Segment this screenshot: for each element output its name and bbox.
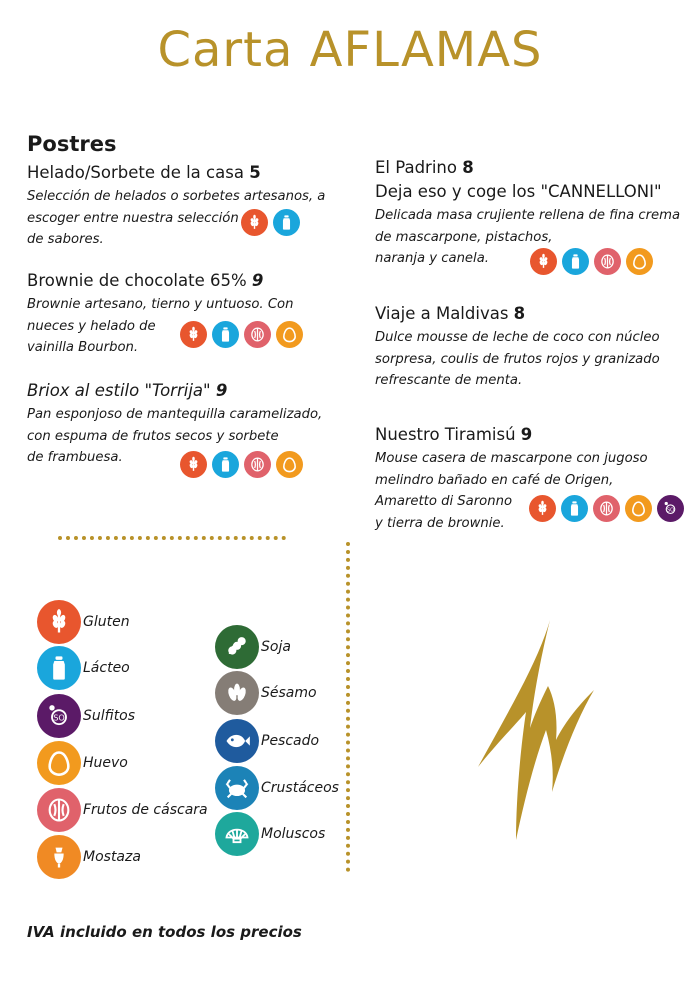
sesamo-icon bbox=[215, 671, 259, 715]
item-title bbox=[375, 424, 695, 446]
huevo-icon bbox=[625, 495, 652, 522]
tax-note: IVA incluido en todos los precios bbox=[27, 923, 302, 941]
legend-soja bbox=[215, 625, 291, 669]
gluten-icon bbox=[180, 321, 207, 348]
legend-moluscos bbox=[215, 812, 325, 856]
legend-huevo bbox=[37, 741, 128, 785]
item-title bbox=[27, 380, 357, 402]
item-title bbox=[27, 162, 347, 184]
legend-label: Frutos de cáscara bbox=[83, 802, 208, 818]
frutos-icon bbox=[594, 248, 621, 275]
item-description: Dulce mousse de leche de coco con núcleo sorpresa, coulis de frutos rojos y granizado refrescante de menta. bbox=[375, 330, 660, 388]
item-name: El Padrino bbox=[375, 158, 457, 177]
item-description: Pan esponjoso de mantequilla caramelizado, con espuma de frutos secos y sorbete de frambuesa. bbox=[27, 407, 323, 465]
frutos-icon bbox=[37, 788, 81, 832]
item-title bbox=[375, 303, 695, 325]
huevo-icon bbox=[626, 248, 653, 275]
item-description: Brownie artesano, tierno y untuoso. Con nueces y helado de vainilla Bourbon. bbox=[27, 297, 294, 355]
item-price: 8 bbox=[462, 158, 474, 177]
item-description: Selección de helados o sorbetes artesanos, a escoger entre nuestra selección de sabores. bbox=[27, 189, 326, 247]
mostaza-icon bbox=[37, 835, 81, 879]
legend-lacteo bbox=[37, 646, 130, 690]
legend-pescado bbox=[215, 719, 319, 763]
item-description: Mouse casera de mascarpone con jugoso melindro bañado en café de Origen, Amaretto di Saronno y tierra de brownie. bbox=[375, 451, 648, 531]
legend-label: Sésamo bbox=[261, 685, 317, 701]
moluscos-icon bbox=[215, 812, 259, 856]
frutos-icon bbox=[244, 451, 271, 478]
huevo-icon bbox=[276, 451, 303, 478]
soja-icon bbox=[215, 625, 259, 669]
menu-item bbox=[375, 303, 695, 392]
allergen-icons bbox=[180, 321, 303, 348]
legend-label: Mostaza bbox=[83, 849, 141, 865]
allergen-icons bbox=[529, 495, 684, 522]
legend-label: Sulfitos bbox=[83, 708, 136, 724]
allergen-icons bbox=[180, 451, 303, 478]
item-name: Briox al estilo "Torrija" bbox=[27, 381, 211, 400]
lacteo-icon bbox=[562, 248, 589, 275]
divider-vertical bbox=[346, 542, 350, 872]
legend-label: Soja bbox=[261, 639, 291, 655]
legend-label: Gluten bbox=[83, 614, 130, 630]
item-price: 9 bbox=[215, 381, 228, 400]
legend-crustaceos bbox=[215, 766, 339, 810]
gluten-icon bbox=[241, 209, 268, 236]
legend-label: Moluscos bbox=[261, 826, 326, 842]
pescado-icon bbox=[215, 719, 259, 763]
item-name: Helado/Sorbete de la casa bbox=[27, 163, 244, 182]
divider-horizontal bbox=[58, 536, 286, 540]
lacteo-icon bbox=[561, 495, 588, 522]
item-name: Viaje a Maldivas bbox=[375, 304, 509, 323]
huevo-icon bbox=[37, 741, 81, 785]
crustaceos-icon bbox=[215, 766, 259, 810]
item-price: 9 bbox=[251, 271, 264, 290]
legend-label: Lácteo bbox=[83, 660, 130, 676]
page-title: Carta AFLAMAS bbox=[157, 22, 543, 78]
legend-gluten bbox=[37, 600, 130, 644]
lacteo-icon bbox=[212, 321, 239, 348]
gluten-icon bbox=[529, 495, 556, 522]
frutos-icon bbox=[244, 321, 271, 348]
lacteo-icon bbox=[37, 646, 81, 690]
legend-mostaza bbox=[37, 835, 141, 879]
item-price: 5 bbox=[249, 163, 261, 182]
frutos-icon bbox=[593, 495, 620, 522]
item-title bbox=[27, 270, 347, 292]
gluten-icon bbox=[37, 600, 81, 644]
legend-label: Pescado bbox=[261, 733, 320, 749]
allergen-icons bbox=[241, 209, 300, 236]
gluten-icon bbox=[530, 248, 557, 275]
item-name: Nuestro Tiramisú bbox=[375, 425, 516, 444]
section-title: Postres bbox=[27, 132, 117, 156]
item-price: 8 bbox=[513, 304, 526, 323]
sulfitos-icon bbox=[657, 495, 684, 522]
menu-item bbox=[27, 162, 347, 251]
legend-sesamo bbox=[215, 671, 317, 715]
legend-label: Huevo bbox=[83, 755, 128, 771]
lacteo-icon bbox=[273, 209, 300, 236]
item-name: Brownie de chocolate 65% bbox=[27, 271, 247, 290]
lacteo-icon bbox=[212, 451, 239, 478]
legend-label: Crustáceos bbox=[261, 780, 339, 796]
brand-logo bbox=[468, 612, 598, 842]
item-title bbox=[375, 157, 695, 179]
legend-frutos bbox=[37, 788, 208, 832]
sulfitos-icon bbox=[37, 694, 81, 738]
huevo-icon bbox=[276, 321, 303, 348]
legend-sulfitos bbox=[37, 694, 135, 738]
allergen-icons bbox=[530, 248, 653, 275]
gluten-icon bbox=[180, 451, 207, 478]
item-price: 9 bbox=[520, 425, 533, 444]
item-subtitle: Deja eso y coge los "CANNELLONI" bbox=[375, 182, 662, 201]
item-description: Delicada masa crujiente rellena de fina crema de mascarpone, pistachos, naranja y canela. bbox=[375, 208, 681, 266]
